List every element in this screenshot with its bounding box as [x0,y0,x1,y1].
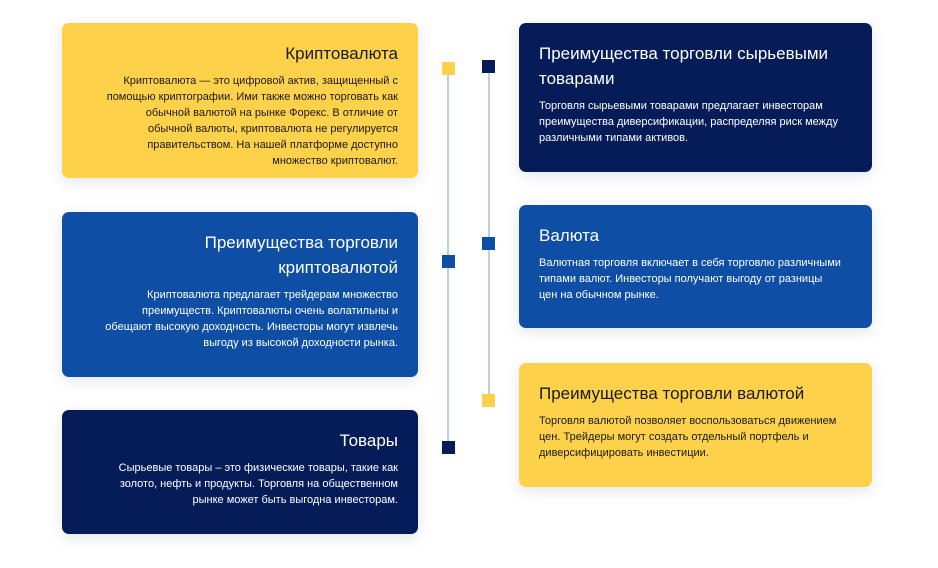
card-commodity-advantages [519,23,872,172]
timeline-marker-currency [482,237,495,250]
card-crypto-advantages [62,212,418,377]
card-text: Торговля валютой позволяет воспользоваться движением цен. Трейдеры могут создать отдельный портфель и диверсифицировать инвестиции. [539,415,837,459]
card-text: Сырьевые товары – это физические товары, такие как золото, нефть и продукты. Торговля на общественном рынке может быть выгодна инвесторам. [118,462,398,506]
card-title: Криптовалюта [285,44,398,63]
timeline-marker-crypto-advantages [442,255,455,268]
timeline-marker-commodities [442,441,455,454]
card-title: Преимущества торговли криптовалютой [204,233,398,277]
card-title: Валюта [539,226,600,245]
timeline-marker-currency-advantages [482,394,495,407]
card-crypto [62,23,418,178]
timeline-marker-commodity-advantages [482,60,495,73]
card-text: Криптовалюта предлагает трейдерам множество преимуществ. Криптовалюты очень волатильны и обещают высокую доходность. Инвесторы могут извлечь выгоду из высокой доходности рынка. [105,289,398,349]
card-text: Валютная торговля включает в себя торговлю различными типами валют. Инвесторы получают выгоду от разницы цен на обычном рынке. [539,257,841,301]
card-title: Преимущества торговли валютой [539,384,805,403]
timeline-marker-crypto [442,62,455,75]
card-commodities [62,410,418,534]
card-title: Преимущества торговли сырьевыми товарами [539,44,829,88]
card-text: Торговля сырьевыми товарами предлагает инвесторам преимущества диверсификации, распределяя риск между различными типами активов. [539,100,838,144]
card-currency-advantages [519,363,872,487]
card-text: Криптовалюта — это цифровой актив, защищенный с помощью криптографии. Ими также можно торговать как обычной валютой на рынке Форекс. В отличие от обычной валюты, криптовалюта не регулируется правительством. На нашей платформе доступно множество криптовалют. [106,75,398,167]
card-title: Товары [339,431,398,450]
card-currency [519,205,872,328]
